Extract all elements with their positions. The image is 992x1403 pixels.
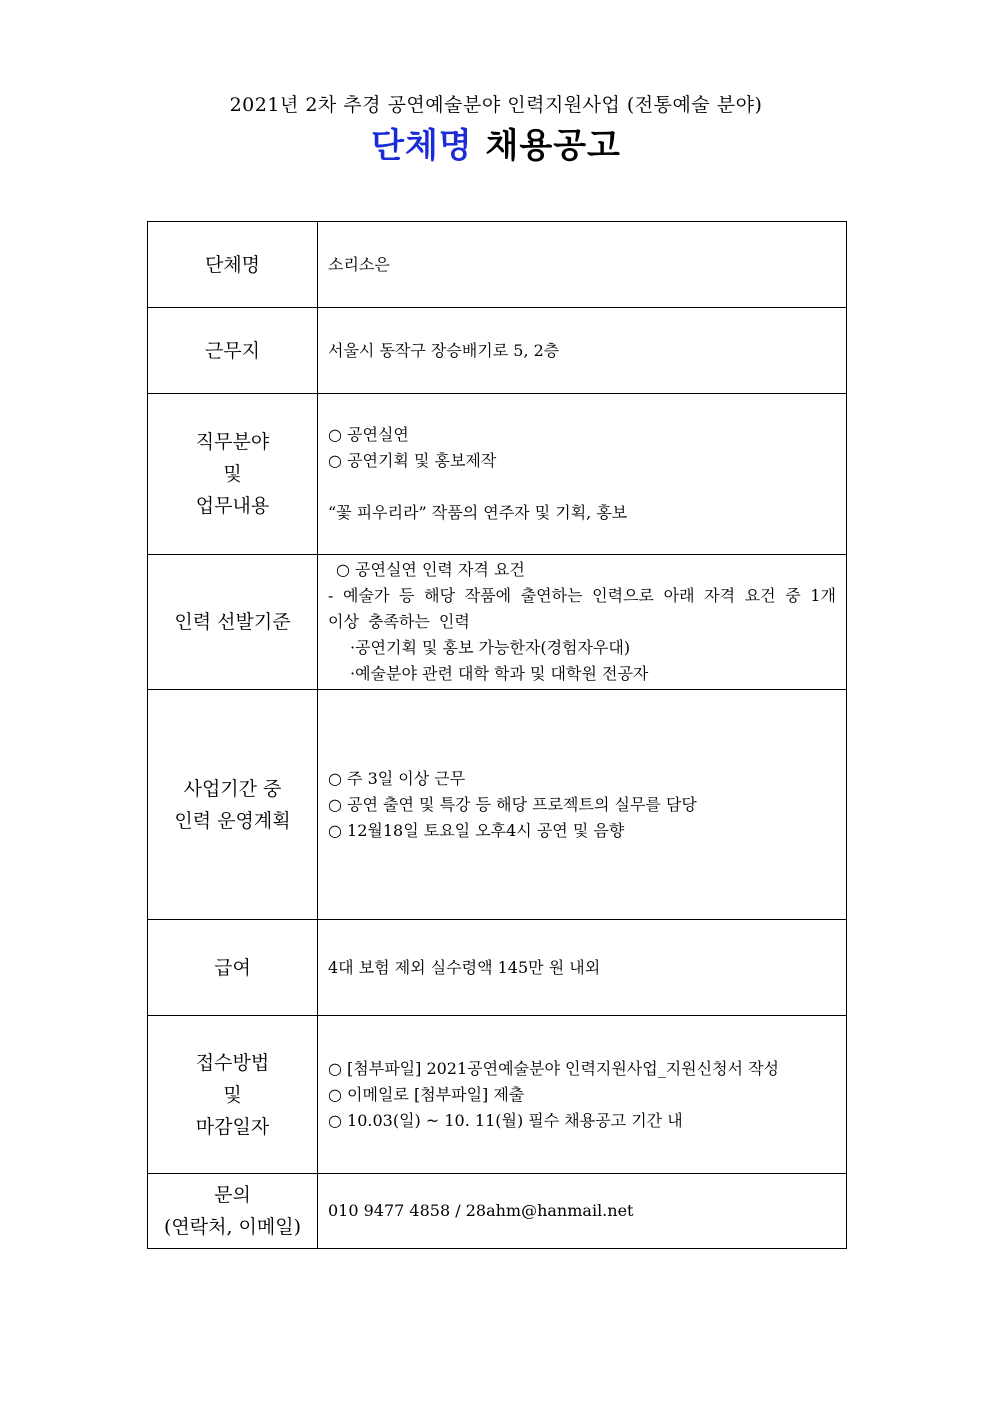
label-apply <box>148 1016 318 1174</box>
label-apply-line: 및 <box>223 1083 242 1106</box>
row-criteria <box>148 555 847 690</box>
value-criteria <box>318 555 847 690</box>
row-apply <box>148 1016 847 1174</box>
label-duty-line: 직무분야 <box>195 431 270 453</box>
row-plan <box>148 690 847 920</box>
label-plan <box>148 690 318 920</box>
value-contact: 010 9477 4858 / 28ahm@hanmail.net <box>318 1174 847 1249</box>
label-plan-line: 사업기간 중 <box>183 777 282 800</box>
value-location: 서울시 동작구 장승배기로 5, 2층 <box>318 308 847 394</box>
duty-note: “꽃 피우리라” 작품의 연주자 및 기획, 홍보 <box>328 503 628 522</box>
plan-item: ○ 공연 출연 및 특강 등 해당 프로젝트의 실무를 담당 <box>328 794 697 814</box>
value-apply <box>318 1016 847 1174</box>
label-duty <box>148 394 318 555</box>
value-org: 소리소은 <box>318 222 847 308</box>
row-location <box>148 308 847 394</box>
label-contact <box>148 1174 318 1249</box>
criteria-item: ·예술분야 관련 대학 학과 및 대학원 전공자 <box>350 664 649 683</box>
label-apply-line: 마감일자 <box>195 1115 270 1138</box>
label-duty-line: 업무내용 <box>195 495 270 517</box>
title-recruitment: 채용공고 <box>485 126 621 166</box>
apply-item: ○ 10.03(일) ~ 10. 11(월) 필수 채용공고 기간 내 <box>328 1110 683 1130</box>
label-org: 단체명 <box>148 222 318 308</box>
notice-title <box>0 118 992 167</box>
label-contact-line: (연락처, 이메일) <box>163 1216 302 1238</box>
label-duty-line: 및 <box>223 463 242 485</box>
criteria-item: ·공연기획 및 홍보 가능한자(경험자우대) <box>350 638 631 657</box>
value-duty <box>318 394 847 555</box>
label-plan-line: 인력 운영계획 <box>174 809 291 832</box>
plan-item: ○ 12월18일 토요일 오후4시 공연 및 음향 <box>328 820 625 840</box>
duty-spacer <box>328 474 836 500</box>
row-duty <box>148 394 847 555</box>
duty-item: ○ 공연실연 <box>328 425 409 444</box>
criteria-heading: ○ 공연실연 인력 자격 요건 <box>336 560 525 579</box>
value-plan <box>318 690 847 920</box>
row-org <box>148 222 847 308</box>
apply-item: ○ [첨부파일] 2021공연예술분야 인력지원사업_지원신청서 작성 <box>328 1058 779 1078</box>
duty-item: ○ 공연기획 및 홍보제작 <box>328 451 497 470</box>
label-apply-line: 접수방법 <box>195 1051 270 1074</box>
row-salary <box>148 920 847 1016</box>
label-contact-line: 문의 <box>214 1184 251 1206</box>
row-contact <box>148 1174 847 1249</box>
apply-item: ○ 이메일로 [첨부파일] 제출 <box>328 1084 525 1104</box>
value-salary: 4대 보험 제외 실수령액 145만 원 내외 <box>318 920 847 1016</box>
title-org-name: 단체명 <box>371 126 473 166</box>
notice-subtitle: 2021년 2차 추경 공연예술분야 인력지원사업 (전통예술 분야) <box>229 94 763 116</box>
label-criteria: 인력 선발기준 <box>148 555 318 690</box>
criteria-desc: - 예술가 등 해당 작품에 출연하는 인력으로 아래 자격 요건 중 1개 이상 충족하는 인력 <box>328 586 836 631</box>
label-salary: 급여 <box>148 920 318 1016</box>
plan-item: ○ 주 3일 이상 근무 <box>328 768 466 788</box>
label-location: 근무지 <box>148 308 318 394</box>
recruitment-table <box>147 221 847 1249</box>
